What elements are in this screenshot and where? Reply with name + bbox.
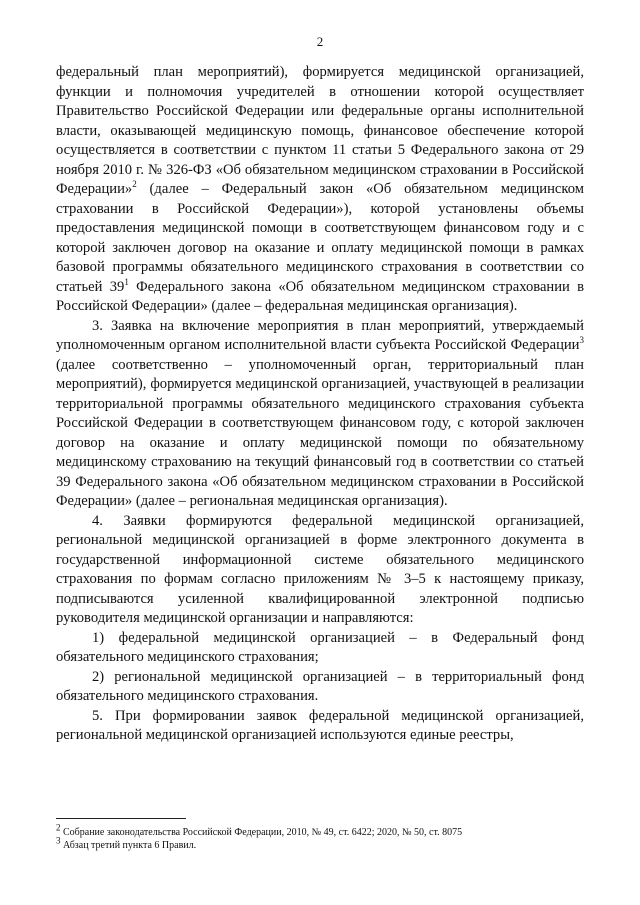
paragraph-text: 4. Заявки формируются федеральной медицинской организацией, региональной медицинской организацией в форме электронного документа в государственной информационной системе обязательного медицинского страхования по формам согласно приложениям № 3–5 к настоящему приказу, подписываются усиленной квалифицированной электронной подписью руководителя медицинской организации и направляются: <box>56 512 584 626</box>
footnote <box>56 822 584 839</box>
footnote-mark: 3 <box>56 835 61 846</box>
paragraph-text: (далее соответственно – уполномоченный орган, территориальный план мероприятий), формируется медицинской организацией, участвующей в реализации территориальной программы обязательного медицинского страхования субъекта Российской Федерации в соответствующем финансовом году, с которой заключен договор на оказание и оплату медицинской помощи по обязательному медицинскому страхованию на текущий финансовый год в соответствии со статьей 39 Федерального закона «Об обязательном медицинском страховании в Российской Федерации» (далее – региональная медицинская организация). <box>56 356 584 509</box>
document-body <box>56 63 584 746</box>
paragraph <box>56 629 584 668</box>
paragraph-text: Федерального закона «Об обязательном медицинском страховании в Российской Федерации» (далее – федеральная медицинская организация). <box>56 278 584 314</box>
footnote-ref: 3 <box>579 335 584 346</box>
footnote-ref: 2 <box>132 179 137 190</box>
footnotes <box>56 822 584 852</box>
paragraph <box>56 668 584 707</box>
footnote <box>56 835 584 852</box>
paragraph-text: 3. Заявка на включение мероприятия в план мероприятий, утверждаемый уполномоченным органом исполнительной власти субъекта Российской Федерации <box>56 317 584 353</box>
paragraph-text: федеральный план мероприятий), формируется медицинской организацией, функции и полномочия учредителей в отношении которой осуществляет Правительство Российской Федерации или федеральные органы исполнительной власти, оказывающей медицинскую помощь, финансовое обеспечение которой осуществляется в соответствии с пунктом 11 статьи 5 Федерального закона от 29 ноября 2010 г. № 326-ФЗ «Об обязательном медицинском страховании в Российской Федерации» <box>56 64 584 197</box>
paragraph-text: (далее – Федеральный закон «Об обязательном медицинском страховании в Российской Федерации»), которой установлены объемы предоставления медицинской помощи в соответствующем финансовом году и с которой заключен договор на оказание и оплату медицинской помощи в рамках базовой программы обязательного медицинского страхования в соответствии со статьей 39 <box>56 181 584 295</box>
paragraph <box>56 512 584 629</box>
paragraph <box>56 317 584 512</box>
footnote-text: Собрание законодательства Российской Федерации, 2010, № 49, ст. 6422; 2020, № 50, ст. 8075 <box>60 827 463 838</box>
footnote-text: Абзац третий пункта 6 Правил. <box>60 840 197 851</box>
paragraph-text: 1) федеральной медицинской организацией – в Федеральный фонд обязательного медицинского страхования; <box>56 629 584 665</box>
paragraph <box>56 707 584 746</box>
footnote-ref: 1 <box>124 276 129 287</box>
footnote-mark: 2 <box>56 822 61 833</box>
paragraph-text: 2) региональной медицинской организацией – в территориальный фонд обязательного медицинского страхования. <box>56 668 584 704</box>
paragraph-text: 5. При формировании заявок федеральной медицинской организацией, региональной медицинской организацией используются единые реестры, <box>56 707 584 743</box>
page-number: 2 <box>316 34 324 49</box>
footnote-separator <box>56 818 186 819</box>
paragraph <box>56 63 584 317</box>
